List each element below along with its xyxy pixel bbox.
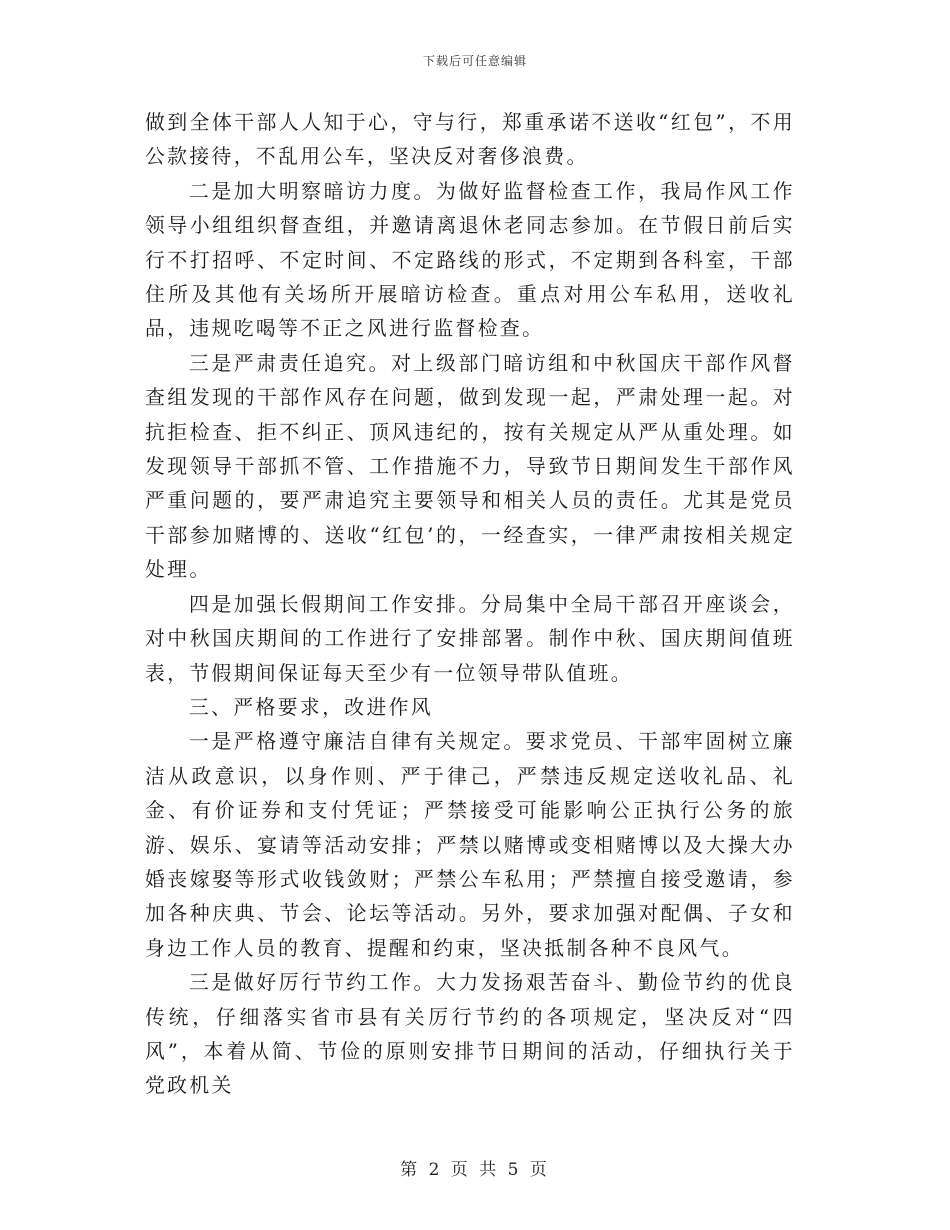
document-body [145, 106, 795, 1104]
paragraph-6: 三是做好厉行节约工作。大力发扬艰苦奋斗、勤俭节约的优良传统，仔细落实省市县有关厉行节约的各项规定，坚决反对“四风”，本着从简、节俭的原则安排节日期间的活动，仔细执行关于党政机关 [145, 971, 795, 1098]
page-header: 下载后可任意编辑 [422, 54, 527, 68]
page-number: 第 2 页 共 5 页 [400, 1160, 550, 1180]
paragraph-5: 一是严格遵守廉洁自律有关规定。要求党员、干部牢固树立廉洁从政意识，以身作则、严于律己，严禁违反规定送收礼品、礼金、有价证券和支付凭证；严禁接受可能影响公正执行公务的旅游、娱乐、宴请等活动安排；严禁以赌博或变相赌博以及大操大办婚丧嫁娶等形式收钱敛财；严禁公车私用；严禁擅自接受邀请，参加各种庆典、节会、论坛等活动。另外，要求加强对配偶、子女和身边工作人员的教育、提醒和约束，坚决抵制各种不良风气。 [145, 730, 795, 960]
paragraph-2: 二是加大明察暗访力度。为做好监督检查工作，我局作风工作领导小组组织督查组，并邀请离退休老同志参加。在节假日前后实行不打招呼、不定时间、不定路线的形式，不定期到各科室，干部住所及其他有关场所开展暗访检查。重点对用公车私用，送收礼品，违规吃喝等不正之风进行监督检查。 [145, 179, 795, 341]
section-heading: 三、严格要求，改进作风 [189, 695, 433, 719]
paragraph-4: 四是加强长假期间工作安排。分局集中全局干部召开座谈会，对中秋国庆期间的工作进行了安排部署。制作中秋、国庆期间值班表，节假期间保证每天至少有一位领导带队值班。 [145, 592, 795, 685]
paragraph-1: 做到全体干部人人知于心，守与行，郑重承诺不送收“红包”，不用公款接待，不乱用公车，坚决反对奢侈浪费。 [145, 111, 795, 169]
paragraph-3: 三是严肃责任追究。对上级部门暗访组和中秋国庆干部作风督查组发现的干部作风存在问题，做到发现一起，严肃处理一起。对抗拒检查、拒不纠正、顶风违纪的，按有关规定从严从重处理。如发现领导干部抓不管、工作措施不力，导致节日期间发生干部作风严重问题的，要严肃追究主要领导和相关人员的责任。尤其是党员干部参加赌博的、送收“红包’的，一经查实，一律严肃按相关规定处理。 [145, 351, 795, 582]
